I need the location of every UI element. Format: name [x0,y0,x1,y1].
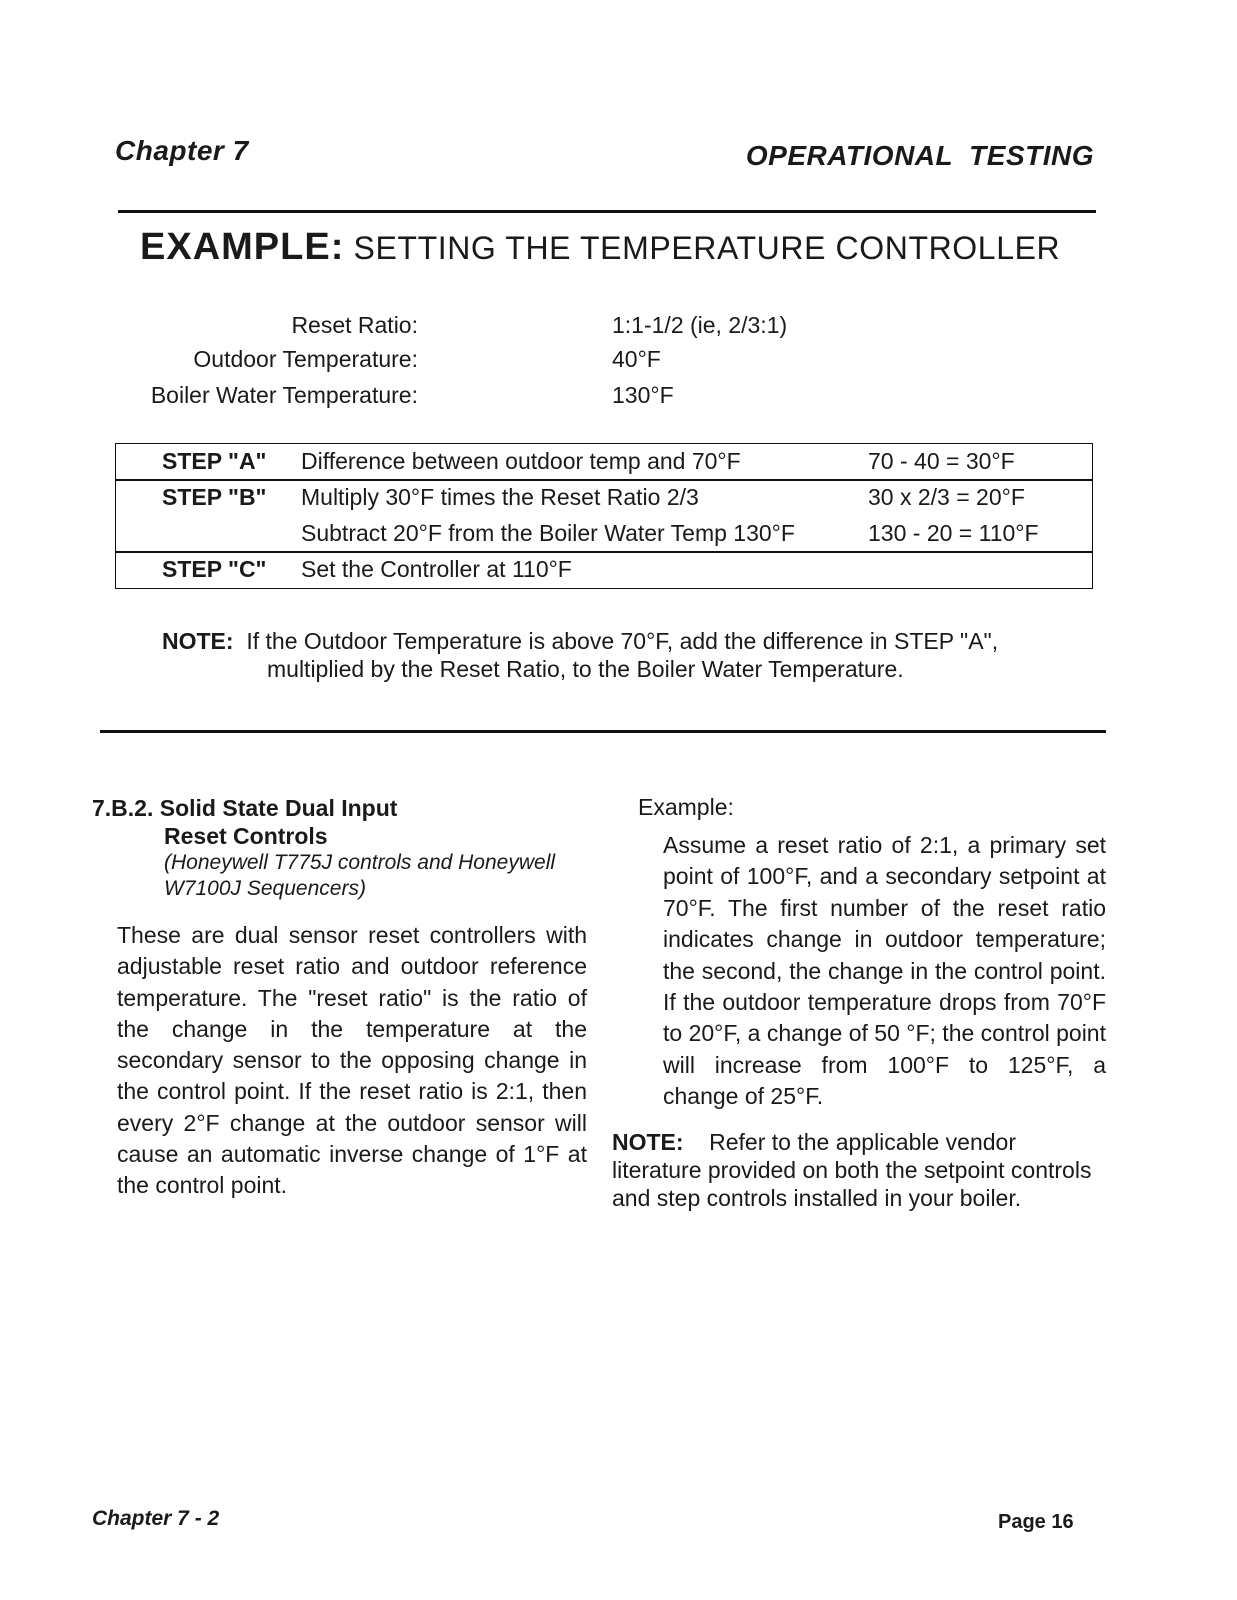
step-calculation: 30 x 2/3 = 20°F [868,484,1025,510]
step-description: Set the Controller at 110°F [301,556,572,582]
section-title-line2: Reset Controls [164,823,328,849]
section-body: These are dual sensor reset controllers with adjustable reset ratio and outdoor reference temperature. The "reset ratio" is the ratio of the change in the temperature at the secondary sensor to the opposing change in the control point. If the reset ratio is 2:1, then every 2°F change at the outdoor sensor will cause an automatic inverse change of 1°F at the control point. [117,922,587,1199]
section-heading [92,794,397,822]
table-row [116,444,1092,480]
bottom-rule [100,730,1106,733]
step-label: STEP "C" [162,556,267,582]
param-label: Outdoor Temperature: [193,346,418,372]
note-body: Refer to the applicable vendor literature provided on both the setpoint controls and step controls installed in your boiler. [612,1129,1092,1211]
table-row [116,480,1092,516]
example-note-line1 [162,627,1062,655]
section-header: OPERATIONAL TESTING [745,140,1094,171]
example-title-bold: EXAMPLE: [140,226,345,268]
example-note [162,627,1062,683]
table-row [116,516,1092,552]
param-outdoor-temp [193,346,1040,378]
top-rule [118,210,1096,213]
chapter-header: Chapter 7 [115,135,249,166]
step-label: STEP "A" [162,448,267,474]
param-reset-ratio [200,312,1040,344]
section-title-line1: Solid State Dual Input [159,795,398,821]
note-label: NOTE: [612,1129,684,1155]
step-calculation: 130 - 20 = 110°F [868,520,1039,546]
steps-table [115,443,1093,589]
step-description: Multiply 30°F times the Reset Ratio 2/3 [301,484,699,510]
vendor-note [612,1128,1106,1212]
section-subtitle-line1: (Honeywell T775J controls and Honeywell [164,851,556,874]
example-heading: Example: [638,794,734,820]
param-value: 1:1-1/2 (ie, 2/3:1) [612,312,788,338]
param-label: Boiler Water Temperature: [150,382,418,408]
param-value: 130°F [612,382,674,408]
page-number: Page 16 [998,1511,1074,1533]
example-body: Assume a reset ratio of 2:1, a primary set point of 100°F, and a secondary setpoint at 70°F. The first number of the reset ratio indicates change in outdoor temperature; the second, the change in the control point. If the outdoor temperature drops from 70°F to 20°F, a change of 50 °F; the control point will increase from 100°F to 125°F, a change of 25°F. [663,832,1106,1110]
step-label: STEP "B" [162,484,267,510]
table-row [116,552,1092,588]
note-text-line2: multiplied by the Reset Ratio, to the Boiler Water Temperature. [267,656,904,682]
section-subtitle-line2: W7100J Sequencers) [164,877,366,900]
step-description: Difference between outdoor temp and 70°F [301,448,741,474]
example-title [140,226,1060,269]
note-label: NOTE: [162,628,234,654]
param-value: 40°F [612,346,661,372]
param-boiler-water-temp [150,382,1040,414]
section-number: 7.B.2. [92,795,154,821]
step-description: Subtract 20°F from the Boiler Water Temp 130°F [301,520,795,546]
step-calculation: 70 - 40 = 30°F [868,448,1015,474]
param-label: Reset Ratio: [291,312,418,338]
footer-chapter: Chapter 7 - 2 [92,1507,220,1530]
note-text: If the Outdoor Temperature is above 70°F, add the difference in STEP "A", [246,628,999,654]
example-title-rest: SETTING THE TEMPERATURE CONTROLLER [353,230,1061,266]
